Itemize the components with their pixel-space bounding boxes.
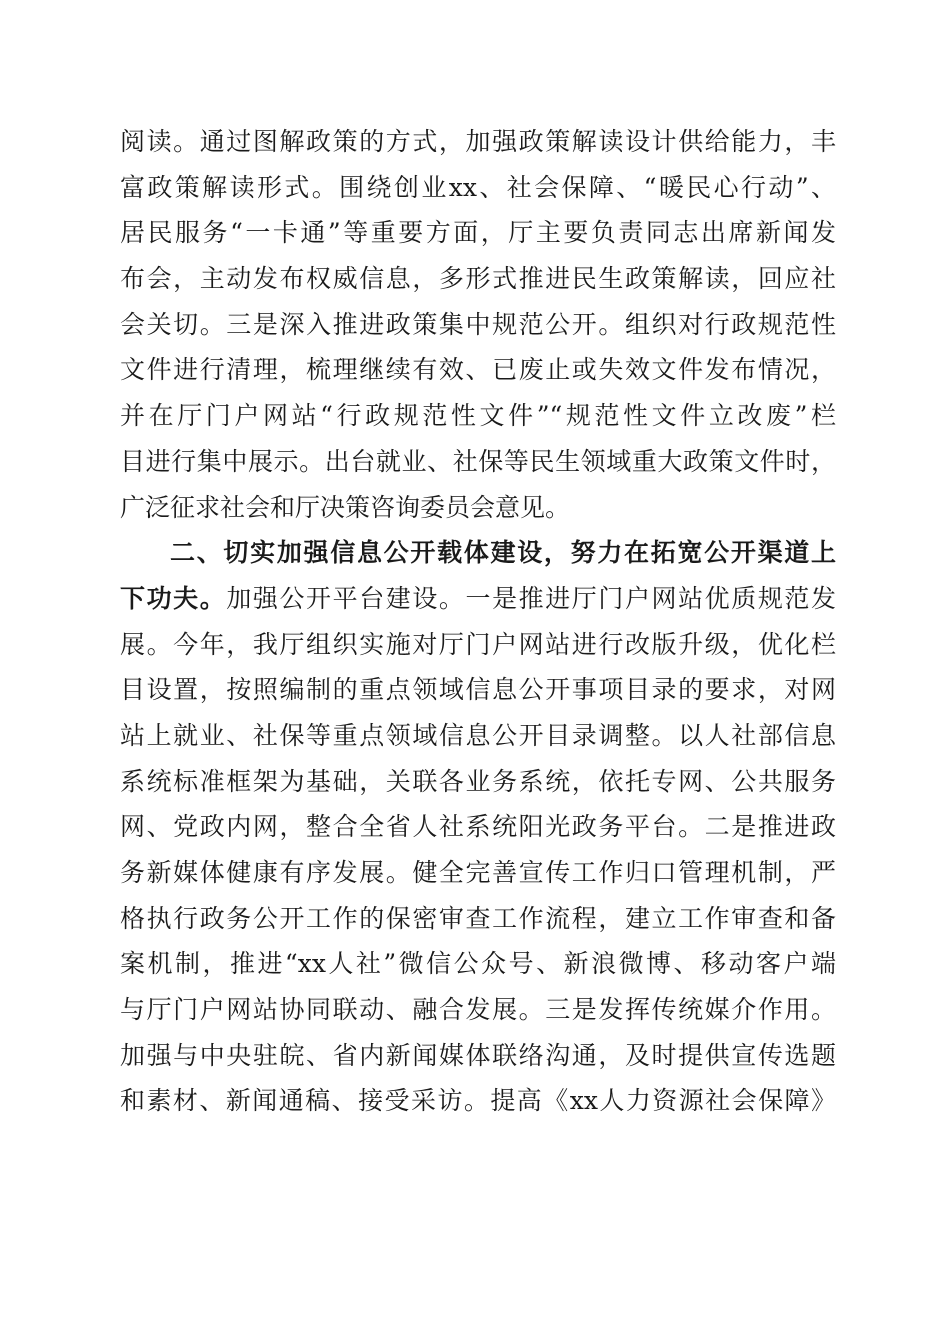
paragraph-1-line: 居民服务“一卡通”等重要方面，厅主要负责同志出席新闻发: [120, 218, 836, 248]
paragraph-2-line: 和素材、新闻通稿、接受采访。提高《xx人力资源社会保障》: [120, 1086, 836, 1116]
paragraph-2-line: 务新媒体健康有序发展。健全完善宣传工作归口管理机制，严: [120, 858, 836, 887]
document-body: [120, 119, 836, 1124]
paragraph-2-line: 系统标准框架为基础，关联各业务系统，依托专网、公共服务: [120, 766, 836, 796]
paragraph-2-line: 与厅门户网站协同联动、融合发展。三是发挥传统媒介作用。: [120, 995, 836, 1025]
section-heading-tail: 下功夫。: [120, 583, 227, 613]
section-heading: 二、切实加强信息公开载体建设，努力在拓宽公开渠道上: [170, 538, 836, 568]
paragraph-1-line: 阅读。通过图解政策的方式，加强政策解读设计供给能力，丰: [120, 127, 836, 156]
paragraph-2-line: 目设置，按照编制的重点领域信息公开事项目录的要求，对网: [120, 675, 836, 705]
paragraph-1-line: 目进行集中展示。出台就业、社保等民生领域重大政策文件时，: [120, 446, 836, 476]
paragraph-2-line: 格执行政务公开工作的保密审查工作流程，建立工作审查和备: [120, 903, 836, 933]
paragraph-1-line: 会关切。三是深入推进政策集中规范公开。组织对行政规范性: [120, 309, 836, 339]
paragraph-1-line: 文件进行清理，梳理继续有效、已废止或失效文件发布情况，: [120, 355, 836, 385]
paragraph-2-line: 网、党政内网，整合全省人社系统阳光政务平台。二是推进政: [120, 812, 836, 842]
paragraph-1-line: 富政策解读形式。围绕创业xx、社会保障、“暖民心行动”、: [120, 172, 836, 202]
paragraph-2-line: 展。今年，我厅组织实施对厅门户网站进行改版升级，优化栏: [120, 629, 836, 659]
paragraph-2-line-rest: 加强公开平台建设。一是推进厅门户网站优质规范发: [226, 583, 836, 613]
paragraph-1-line: 布会，主动发布权威信息，多形式推进民生政策解读，回应社: [120, 264, 836, 294]
paragraph-1-line: 广泛征求社会和厅决策咨询委员会意见。: [120, 492, 571, 522]
paragraph-1-line: 并在厅门户网站“行政规范性文件”“规范性文件立改废”栏: [120, 401, 836, 431]
paragraph-2-line: [120, 576, 836, 622]
paragraph-2-line: 案机制，推进“xx人社”微信公众号、新浪微博、移动客户端: [120, 949, 836, 979]
paragraph-2-line: 站上就业、社保等重点领域信息公开目录调整。以人社部信息: [120, 720, 836, 750]
paragraph-2-line: 加强与中央驻皖、省内新闻媒体联络沟通，及时提供宣传选题: [120, 1040, 836, 1070]
